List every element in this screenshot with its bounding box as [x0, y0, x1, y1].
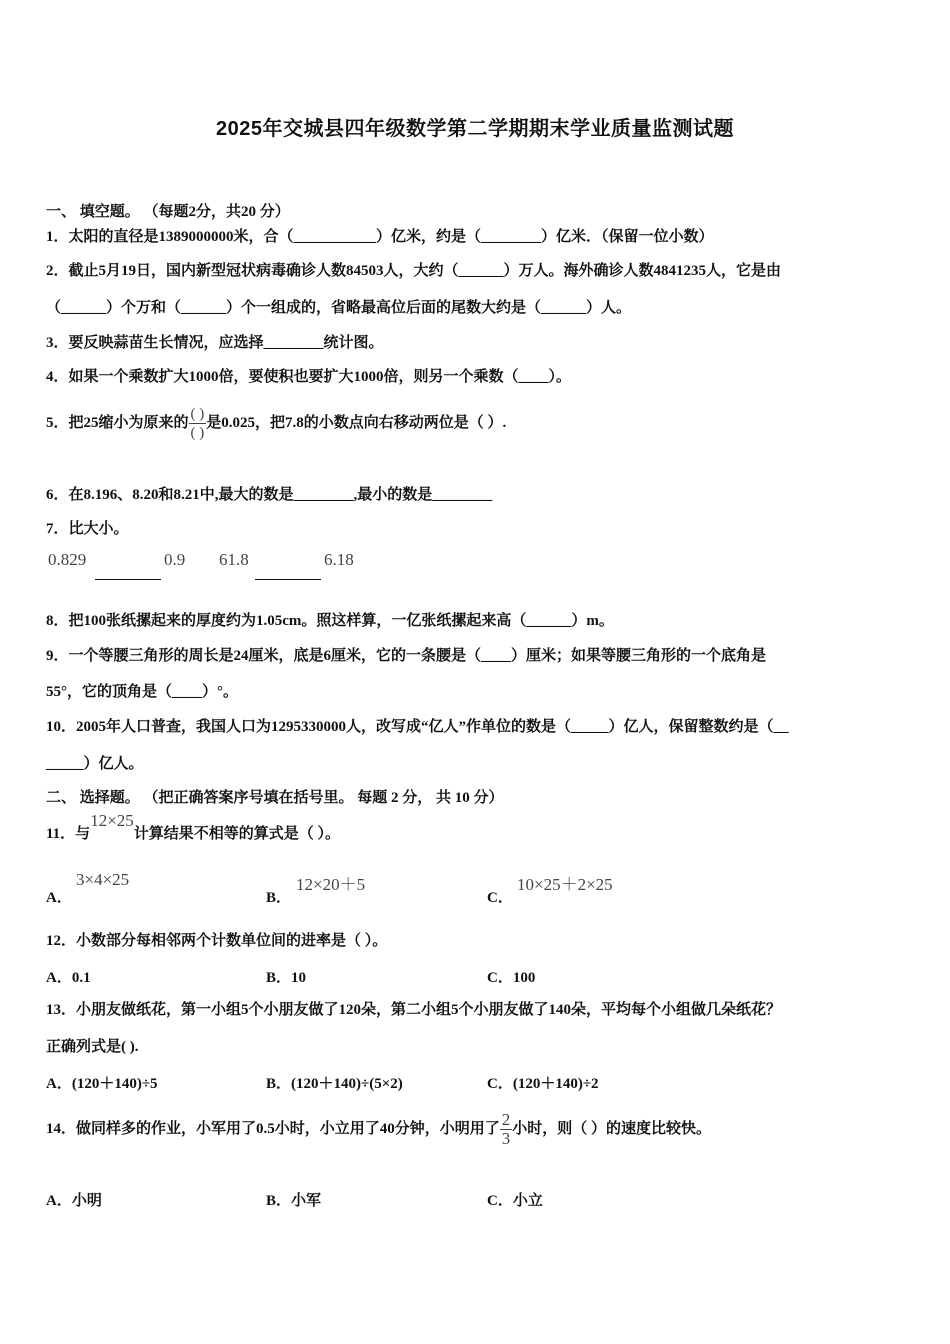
compare-right-2: 6.18: [324, 550, 354, 569]
question-7-label: 7．比大小。: [46, 521, 129, 537]
question-2-line-2: （______）个万和（______）个一组成的，省略最高位后面的尾数大约是（______）人。: [46, 300, 632, 316]
q12-option-a[interactable]: A．0.1: [46, 970, 91, 986]
q11-option-b-label[interactable]: B．: [266, 890, 292, 906]
question-12: 12．小数部分每相邻两个计数单位间的进率是（ ）。: [46, 933, 388, 949]
question-9-line-1: 9．一个等腰三角形的周长是24厘米，底是6厘米，它的一条腰是（____）厘米；如果等腰三角形的一个底角是: [46, 648, 767, 664]
question-10-line-2: _____）亿人。: [46, 756, 144, 772]
question-4: 4．如果一个乘数扩大1000倍，要使积也要扩大1000倍，则另一个乘数（____）。: [46, 369, 572, 385]
q14-option-a[interactable]: A．小明: [46, 1193, 102, 1209]
question-14-fraction: [500, 1111, 513, 1148]
question-1: 1．太阳的直径是1389000000米，合（___________）亿米，约是（________）亿米．（保留一位小数）: [46, 229, 714, 245]
fraction-denominator: 3: [501, 1129, 511, 1149]
question-3: 3．要反映蒜苗生长情况，应选择________统计图。: [46, 335, 384, 351]
question-9-line-2: 55°，它的顶角是（____）°。: [46, 684, 238, 700]
question-13-line-1: 13．小朋友做纸花，第一小组5个小朋友做了120朵，第二小组5个小朋友做了140朵，平均每个小组做几朵纸花？: [46, 1002, 782, 1018]
question-13-line-2: 正确列式是( ).: [46, 1039, 139, 1055]
fraction-denominator: ( ): [190, 425, 205, 442]
q13-option-c[interactable]: C．(120＋140)÷2: [487, 1076, 599, 1092]
q14-option-b[interactable]: B．小军: [266, 1193, 322, 1209]
q11-option-b-expression: 12×20＋5: [296, 875, 366, 894]
compare-blank-1[interactable]: [95, 579, 161, 580]
question-14: [46, 1110, 711, 1148]
compare-left-1: 0.829: [48, 550, 87, 569]
question-5-text-after: 是0.025，把7.8的小数点向右移动两位是（ ）.: [206, 415, 507, 431]
question-5-text-before: 5．把25缩小为原来的: [46, 415, 189, 431]
question-14-text-before: 14．做同样多的作业，小军用了0.5小时，小立用了40分钟，小明用了: [46, 1121, 500, 1137]
question-11-text-before: 11．与: [46, 826, 91, 842]
question-14-text-after: 小时，则（ ）的速度比较快。: [512, 1121, 712, 1137]
q13-option-b[interactable]: B．(120＋140)÷(5×2): [266, 1076, 403, 1092]
question-5: [46, 404, 506, 442]
fraction-numerator: 2: [501, 1110, 511, 1130]
question-10-line-1: 10．2005年人口普查，我国人口为1295330000人，改写成“亿人”作单位的数是（_____）亿人，保留整数约是（__: [46, 719, 789, 735]
q11-option-a-label[interactable]: A．: [46, 890, 72, 906]
question-5-fraction: [189, 405, 207, 442]
q14-option-c[interactable]: C．小立: [487, 1193, 543, 1209]
question-11-text-after: 计算结果不相等的算式是（ ）。: [133, 826, 341, 842]
question-11-expression: 12×25: [90, 811, 134, 830]
question-8: 8．把100张纸摞起来的厚度约为1.05cm。照这样算，一亿张纸摞起来高（______）m。: [46, 613, 614, 629]
q12-option-c[interactable]: C．100: [487, 970, 536, 986]
section-2-header: 二、 选择题。 （把正确答案序号填在括号里。 每题 2 分， 共 10 分）: [46, 790, 504, 806]
q12-option-b[interactable]: B．10: [266, 970, 307, 986]
q11-option-a-expression: 3×4×25: [76, 870, 130, 889]
question-11: [46, 811, 341, 853]
page-title: 2025年交城县四年级数学第二学期期末学业质量监测试题: [216, 118, 734, 140]
compare-left-2: 61.8: [219, 550, 249, 569]
section-1-header: 一、 填空题。 （每题2分，共20 分）: [46, 204, 290, 220]
question-6: 6．在8.196、8.20和8.21中,最大的数是________,最小的数是________: [46, 487, 493, 503]
q11-option-c-label[interactable]: C．: [487, 890, 513, 906]
q13-option-a[interactable]: A．(120＋140)÷5: [46, 1076, 158, 1092]
q11-option-c-expression: 10×25＋2×25: [517, 875, 613, 894]
fraction-numerator: ( ): [190, 406, 205, 423]
compare-right-1: 0.9: [164, 550, 186, 569]
question-2-line-1: 2．截止5月19日，国内新型冠状病毒确诊人数84503人，大约（______）万人。海外确诊人数4841235人，它是由: [46, 263, 782, 279]
compare-blank-2[interactable]: [255, 579, 321, 580]
